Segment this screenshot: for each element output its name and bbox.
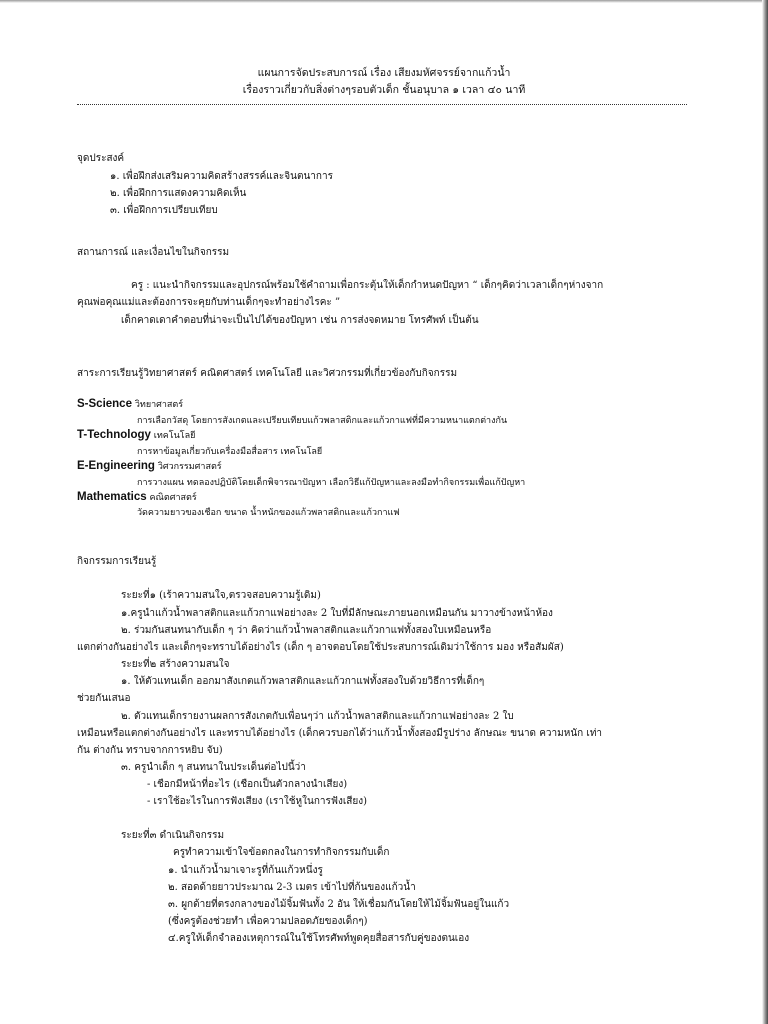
objectives-heading: จุดประสงค์ (77, 153, 125, 164)
stem-item-engineering (77, 460, 222, 474)
activity-line: ๓. ครูนำเด็ก ๆ สนทนาในประเด็นต่อไปนี้ว่า (121, 762, 306, 773)
situation-paragraph-line: คุณพ่อคุณแม่และต้องการจะคุยกับท่านเด็กๆจะทำอย่างไรคะ ” (77, 297, 341, 308)
document-subtitle: เรื่องราวเกี่ยวกับสิ่งต่างๆรอบตัวเด็ก ชั้นอนุบาล ๑ เวลา ๔๐ นาที (242, 84, 526, 96)
stem-description: การเลือกวัสดุ โดยการสังเกตและเปรียบเทียบแก้วพลาสติกและแก้วกาแฟที่มีความหนาแตกต่างกัน (137, 416, 508, 426)
activity-step: ๔.ครูให้เด็กจำลองเหตุการณ์ในใช้โทรศัพท์พูดคุยสื่อสารกับคู่ของตนเอง (168, 933, 470, 944)
activity-line: เหมือนหรือแตกต่างกันอย่างไร และทราบได้อย่างไร (เด็กควรบอกได้ว่าแก้วน้ำทั้งสองมีรูปร่าง ลักษณะ ขนาด ความหนัก เท่า (77, 728, 603, 739)
activity-line: ๒. ตัวแทนเด็กรายงานผลการสังเกตกับเพื่อนๆว่า แก้วน้ำพลาสติกและแก้วกาแฟอย่างละ 2 ใบ (121, 711, 514, 722)
stem-code: T-Technology (77, 429, 151, 441)
stem-description: วัดความยาวของเชือก ขนาด น้ำหนักของแก้วพลาสติกและแก้วกาแฟ (137, 508, 400, 518)
activity-step: ๑. นำแก้วน้ำมาเจาะรูที่ก้นแก้วหนึ่งรู (168, 865, 323, 876)
stem-item-mathematics (77, 491, 197, 505)
activity-step: (ซึ่งครูต้องช่วยทำ เพื่อความปลอดภัยของเด็กๆ) (168, 916, 368, 927)
situation-paragraph-line: ครู : แนะนำกิจกรรมและอุปกรณ์พร้อมใช้คำถามเพื่อกระตุ้นให้เด็กกำหนดปัญหา “ เด็กๆคิดว่าเวลาเด็กๆห่างจาก (131, 280, 604, 291)
objective-item: ๑. เพื่อฝึกส่งเสริมความคิดสร้างสรรค์และจินตนาการ (110, 171, 333, 182)
activity-step: ๓. ผูกด้ายที่ตรงกลางของไม้จิ้มฟันทั้ง 2 อัน ให้เชื่อมกันโดยให้ไม้จิ้มฟันอยู่ในแก้ว (168, 899, 510, 910)
stem-subject: เทคโนโลยี (150, 431, 196, 441)
activity-step: ๒. สอดด้ายยาวประมาณ 2-3 เมตร เข้าไปที่ก้นของแก้วน้ำ (168, 882, 416, 893)
stem-code: E-Engineering (77, 460, 155, 472)
activity-line: ช่วยกันเสนอ (77, 693, 131, 704)
stem-subject: วิทยาศาสตร์ (131, 400, 184, 410)
situation-paragraph-line: เด็กคาดเดาคำตอบที่น่าจะเป็นไปได้ของปัญหา เช่น การส่งจดหมาย โทรศัพท์ เป็นต้น (121, 315, 479, 326)
phase-heading: ระยะที่๓ ดำเนินกิจกรรม (121, 830, 225, 841)
stem-description: การวางแผน ทดลองปฏิบัติโดยเด็กพิจารณาปัญหา เลือกวิธีแก้ปัญหาและลงมือทำกิจกรรมเพื่อแก้ปัญหา (137, 478, 526, 488)
stem-code: S-Science (77, 398, 132, 410)
activity-line: ๑.ครูนำแก้วน้ำพลาสติกและแก้วกาแฟอย่างละ 2 ใบที่มีลักษณะภายนอกเหมือนกัน มาวางข้างหน้าห้อง (121, 608, 553, 619)
stem-item-technology (77, 429, 195, 443)
stem-subject: วิศวกรรมศาสตร์ (154, 462, 222, 472)
objective-item: ๓. เพื่อฝึกการเปรียบเทียบ (110, 205, 218, 216)
stem-item-science (77, 398, 183, 412)
page-top-shadow (0, 0, 768, 3)
page-edge-shadow (762, 0, 768, 1024)
activity-line: ครูทำความเข้าใจข้อตกลงในการทำกิจกรรมกับเด็ก (173, 847, 390, 858)
stem-subject: คณิตศาสตร์ (146, 493, 197, 503)
activity-subpoint: - เชือกมีหน้าที่อะไร (เชือกเป็นตัวกลางนำเสียง) (147, 779, 348, 790)
objective-item: ๒. เพื่อฝึกการแสดงความคิดเห็น (110, 188, 247, 199)
phase-heading: ระยะที่๑ (เร้าความสนใจ,ตรวจสอบความรู้เดิม) (121, 590, 321, 601)
activity-line: ๑. ให้ตัวแทนเด็ก ออกมาสังเกตแก้วพลาสติกและแก้วกาแฟทั้งสองใบด้วยวิธีการที่เด็กๆ (121, 676, 485, 687)
stem-code: Mathematics (77, 491, 147, 503)
document-title: แผนการจัดประสบการณ์ เรื่อง เสียงมหัศจรรย์จากแก้วน้ำ (257, 67, 511, 79)
activity-line: ๒. ร่วมกันสนทนากับเด็ก ๆ ว่า คิดว่าแก้วน้ำพลาสติกและแก้วกาแฟทั้งสองใบเหมือนหรือ (121, 625, 492, 636)
activity-line: แตกต่างกันอย่างไร และเด็กๆจะทราบได้อย่างไร (เด็ก ๆ อาจตอบโดยใช้ประสบการณ์เดิมว่าใช้การ มอง หรือสัมผัส) (77, 642, 564, 653)
situation-heading: สถานการณ์ และเงื่อนไขในกิจกรรม (77, 247, 230, 258)
stem-heading: สาระการเรียนรู้วิทยาศาสตร์ คณิตศาสตร์ เทคโนโลยี และวิศวกรรมที่เกี่ยวข้องกับกิจกรรม (77, 368, 458, 379)
activity-subpoint: - เราใช้อะไรในการฟังเสียง (เราใช้หูในการฟังเสียง) (147, 796, 368, 807)
dotted-divider (77, 104, 687, 105)
activity-line: กัน ต่างกัน ทราบจากการหยิบ จับ) (77, 745, 223, 756)
phase-heading: ระยะที่๒ สร้างความสนใจ (121, 659, 230, 670)
activities-heading: กิจกรรมการเรียนรู้ (77, 556, 157, 567)
stem-description: การหาข้อมูลเกี่ยวกับเครื่องมือสื่อสาร เทคโนโลยี (137, 447, 323, 457)
